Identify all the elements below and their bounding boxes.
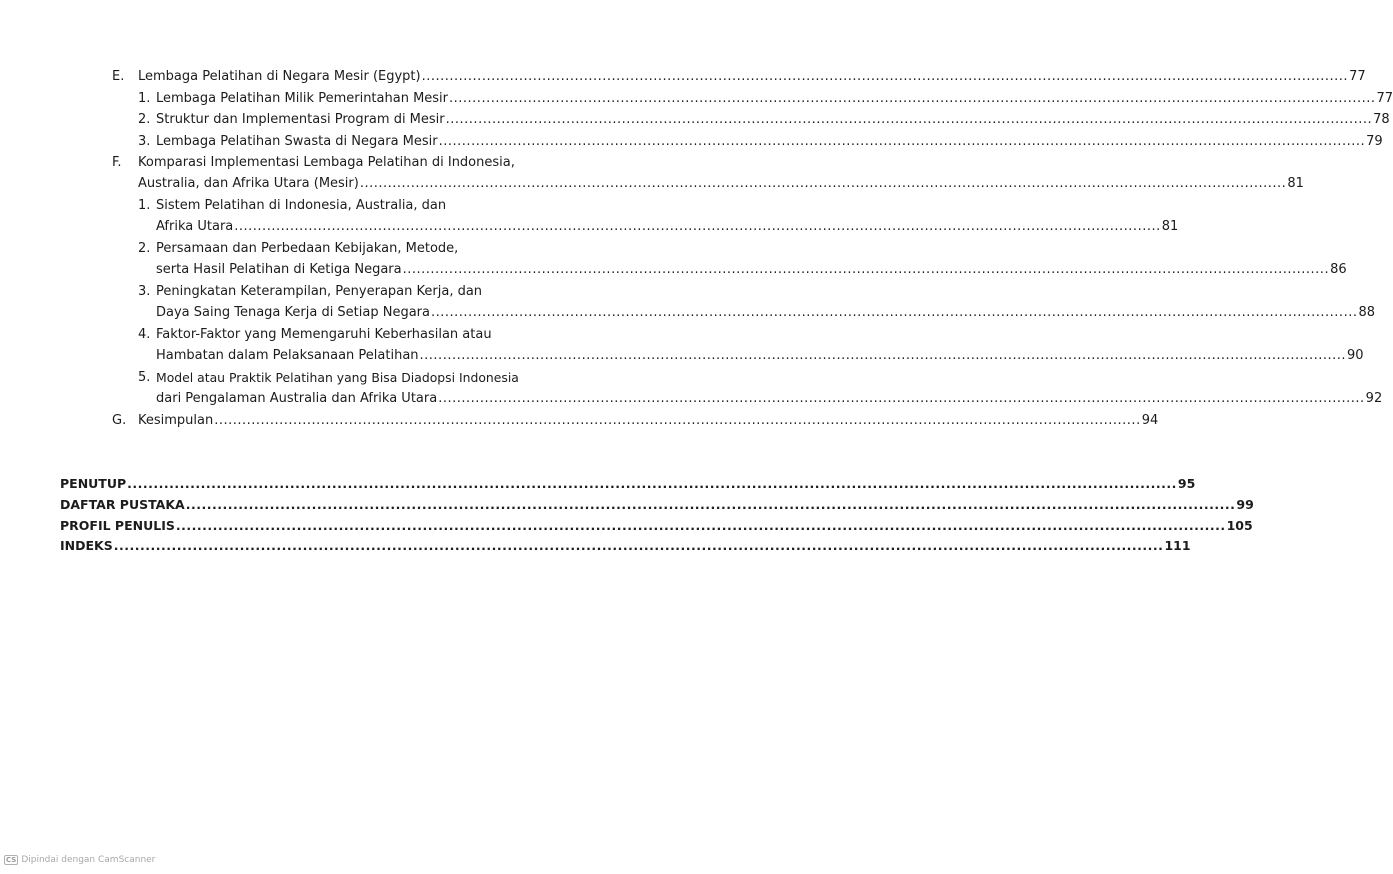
toc-page-number: 81 [1287, 176, 1304, 191]
toc-entry-f-3 [138, 282, 518, 302]
toc-entry-f-5 [138, 368, 519, 388]
toc-label: 2. [138, 241, 151, 256]
toc-entry-f-2-cont [156, 260, 1347, 280]
toc-title: Struktur dan Implementasi Program di Mesir [156, 112, 445, 127]
toc-entry-e [112, 67, 1366, 87]
toc-label: E. [112, 69, 125, 84]
toc-entry-f-4-cont [156, 346, 1364, 366]
toc-label: G. [112, 413, 127, 428]
toc-title: INDEKS [60, 538, 113, 553]
toc-title: Lembaga Pelatihan di Negara Mesir (Egypt) [138, 69, 421, 84]
toc-title: Kesimpulan [138, 413, 214, 428]
toc-leader: ........................................................................................................................................................................................................ [438, 134, 1366, 149]
toc-page-number: 90 [1347, 348, 1364, 363]
camscanner-watermark [4, 855, 155, 865]
toc-label: 1. [138, 198, 151, 213]
toc-leader: ........................................................................................................................................................................................................ [185, 497, 1236, 512]
toc-entry-f-3-cont [156, 303, 1376, 323]
toc-label: F. [112, 155, 122, 170]
toc-leader: ........................................................................................................................................................................................................ [445, 112, 1373, 127]
toc-title: DAFTAR PUSTAKA [60, 497, 185, 512]
toc-title-continued: Hambatan dalam Pelaksanaan Pelatihan [156, 348, 419, 363]
toc-entry-f-1-cont [156, 217, 1179, 237]
toc-title: Lembaga Pelatihan Swasta di Negara Mesir [156, 134, 438, 149]
toc-title: Peningkatan Keterampilan, Penyerapan Kerja, dan [156, 284, 483, 299]
toc-title: Model atau Praktik Pelatihan yang Bisa Diadopsi Indonesia [156, 370, 519, 385]
toc-title-continued: Australia, dan Afrika Utara (Mesir) [138, 176, 359, 191]
toc-title: PENUTUP [60, 476, 127, 491]
toc-page-number: 81 [1161, 219, 1179, 234]
toc-page-number: 79 [1366, 134, 1383, 149]
toc-title-continued: dari Pengalaman Australia dan Afrika Utara [156, 391, 438, 406]
toc-page-number: 105 [1226, 518, 1253, 533]
toc-entry-f [112, 153, 518, 173]
toc-leader: ........................................................................................................................................................................................................ [113, 538, 1164, 553]
toc-title: Lembaga Pelatihan Milik Pemerintahan Mesir [156, 91, 449, 106]
toc-entry-f-5-cont [156, 389, 1383, 409]
toc-leader: ........................................................................................................................................................................................................ [359, 176, 1287, 191]
toc-leader: ........................................................................................................................................................................................................ [402, 262, 1330, 277]
toc-page-number: 111 [1164, 538, 1191, 553]
toc-entry-daftar-pustaka [60, 495, 1254, 515]
toc-entry-profil-penulis [60, 516, 1253, 536]
toc-label: 4. [138, 327, 151, 342]
toc-label: 3. [138, 134, 151, 149]
toc-title: Persamaan dan Perbedaan Kebijakan, Metode, [156, 241, 459, 256]
toc-entry-g [112, 411, 1159, 431]
toc-title: Komparasi Implementasi Lembaga Pelatihan di Indonesia, [138, 155, 515, 170]
toc-page-number: 99 [1236, 497, 1254, 512]
toc-leader: ........................................................................................................................................................................................................ [438, 391, 1365, 406]
toc-leader: ........................................................................................................................................................................................................ [175, 518, 1226, 533]
watermark-text: Dipindai dengan CamScanner [21, 855, 156, 865]
toc-label: 5. [138, 370, 151, 385]
toc-label: 1. [138, 91, 151, 106]
toc-title-continued: Daya Saing Tenaga Kerja di Setiap Negara [156, 305, 430, 320]
toc-title-continued: Afrika Utara [156, 219, 234, 234]
toc-entry-f-2 [138, 239, 518, 259]
toc-leader: ........................................................................................................................................................................................................ [214, 413, 1141, 428]
toc-page-number: 94 [1141, 413, 1159, 428]
toc-page-number: 95 [1177, 476, 1196, 491]
camscanner-logo-icon: CS [6, 856, 17, 864]
toc-page-number: 77 [1376, 91, 1393, 106]
toc-page-number: 78 [1373, 112, 1390, 127]
toc-title-continued: serta Hasil Pelatihan di Ketiga Negara [156, 262, 402, 277]
toc-entry-f-4 [138, 325, 518, 345]
toc-entry-f-cont [138, 174, 1304, 194]
toc-leader: ........................................................................................................................................................................................................ [127, 476, 1177, 491]
toc-leader: ........................................................................................................................................................................................................ [431, 305, 1358, 320]
toc-title: Sistem Pelatihan di Indonesia, Australia, dan [156, 198, 447, 213]
toc-page-number: 92 [1365, 391, 1383, 406]
toc-page-number: 77 [1349, 69, 1366, 84]
toc-leader: ........................................................................................................................................................................................................ [419, 348, 1346, 363]
toc-label: 3. [138, 284, 151, 299]
toc-entry-f-1 [138, 196, 518, 216]
toc-entry-e-3 [138, 132, 1383, 152]
toc-label: 2. [138, 112, 151, 127]
toc-entry-e-1 [138, 89, 1393, 109]
toc-leader: ........................................................................................................................................................................................................ [449, 91, 1376, 106]
toc-leader: ........................................................................................................................................................................................................ [421, 69, 1349, 84]
toc-page-number: 88 [1358, 305, 1376, 320]
toc-title: Faktor-Faktor yang Memengaruhi Keberhasilan atau [156, 327, 492, 342]
toc-entry-e-2 [138, 110, 1390, 130]
toc-page-number: 86 [1330, 262, 1347, 277]
toc-entry-indeks [60, 536, 1191, 556]
toc-entry-penutup [60, 474, 1196, 494]
toc-leader: ........................................................................................................................................................................................................ [234, 219, 1161, 234]
toc-title: PROFIL PENULIS [60, 518, 175, 533]
